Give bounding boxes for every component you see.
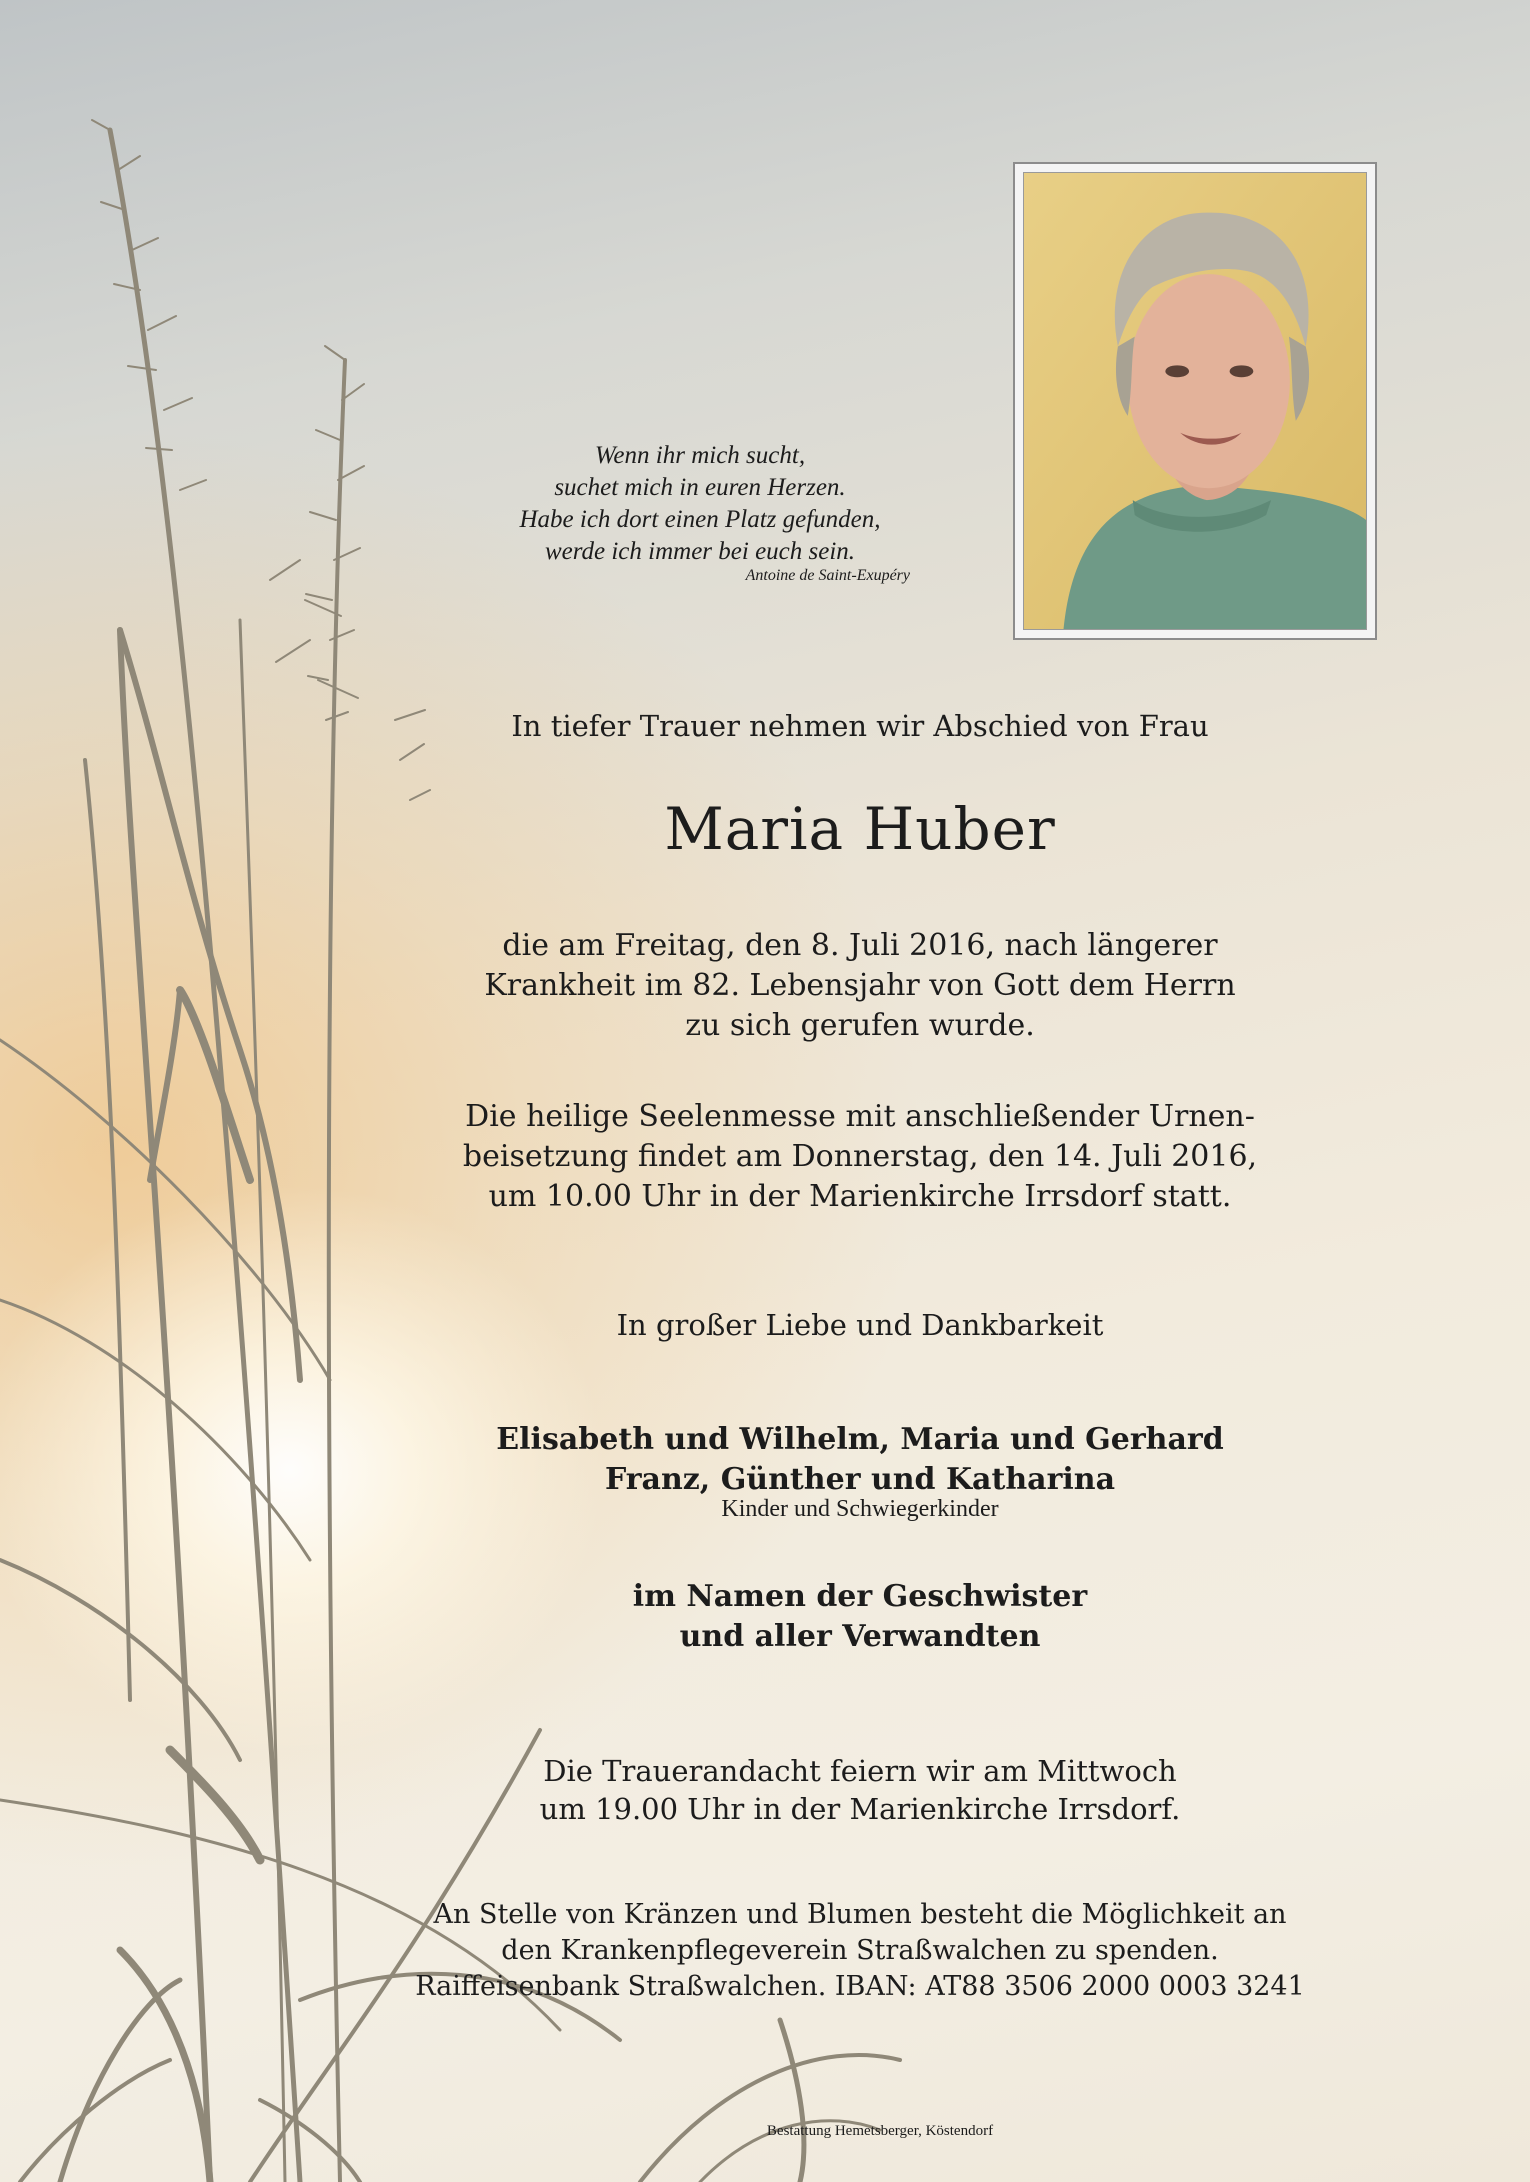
quote-line: Habe ich dort einen Platz gefunden, — [519, 506, 881, 533]
mourner-names — [360, 1420, 1360, 1500]
funeral-home: Bestattung Hemetsberger, Köstendorf — [766, 2123, 994, 2139]
quote-line: werde ich immer bei euch sein. — [544, 538, 856, 565]
death-notice — [360, 926, 1360, 1046]
behalf-line: und aller Verwandten — [679, 1619, 1041, 1654]
death-notice-line: zu sich gerufen wurde. — [685, 1008, 1035, 1043]
behalf-line: im Namen der Geschwister — [632, 1579, 1088, 1614]
ceremony-line: um 19.00 Uhr in der Marienkirche Irrsdorf. — [539, 1792, 1181, 1826]
mourner-names-line: Franz, Günther und Katharina — [604, 1462, 1116, 1497]
quote-line: suchet mich in euren Herzen. — [554, 474, 846, 501]
mourner-role: Kinder und Schwiegerkinder — [721, 1496, 999, 1522]
donation-line: An Stelle von Kränzen und Blumen besteht die Möglichkeit an — [433, 1899, 1287, 1930]
donation-notice — [360, 1897, 1360, 2005]
mass-notice-line: Die heilige Seelenmesse mit anschließender Urnen- — [465, 1099, 1255, 1134]
mass-notice-line: beisetzung findet am Donnerstag, den 14. Juli 2016, — [462, 1139, 1258, 1174]
donation-line: Raiffeisenbank Straßwalchen. IBAN: AT88 3506 2000 0003 3241 — [415, 1971, 1305, 2002]
behalf-text — [360, 1577, 1360, 1657]
intro-text: In tiefer Trauer nehmen wir Abschied von Frau — [511, 709, 1209, 743]
mass-notice — [360, 1097, 1360, 1217]
quote-author: Antoine de Saint-Exupéry — [745, 567, 910, 584]
ceremony-notice — [360, 1752, 1360, 1828]
portrait-photo — [1023, 172, 1367, 630]
deceased-name: Maria Huber — [664, 795, 1056, 863]
donation-line: den Krankenpflegeverein Straßwalchen zu spenden. — [501, 1935, 1219, 1966]
mass-notice-line: um 10.00 Uhr in der Marienkirche Irrsdorf statt. — [488, 1179, 1232, 1214]
mourner-names-line: Elisabeth und Wilhelm, Maria und Gerhard — [496, 1422, 1224, 1457]
quote — [420, 440, 980, 568]
death-notice-line: die am Freitag, den 8. Juli 2016, nach längerer — [502, 928, 1218, 963]
ceremony-line: Die Trauerandacht feiern wir am Mittwoch — [543, 1754, 1177, 1788]
quote-line: Wenn ihr mich sucht, — [594, 442, 806, 469]
thanks-text: In großer Liebe und Dankbarkeit — [616, 1308, 1104, 1342]
death-notice-line: Krankheit im 82. Lebensjahr von Gott dem Herrn — [484, 968, 1236, 1003]
portrait-frame — [1013, 162, 1377, 640]
